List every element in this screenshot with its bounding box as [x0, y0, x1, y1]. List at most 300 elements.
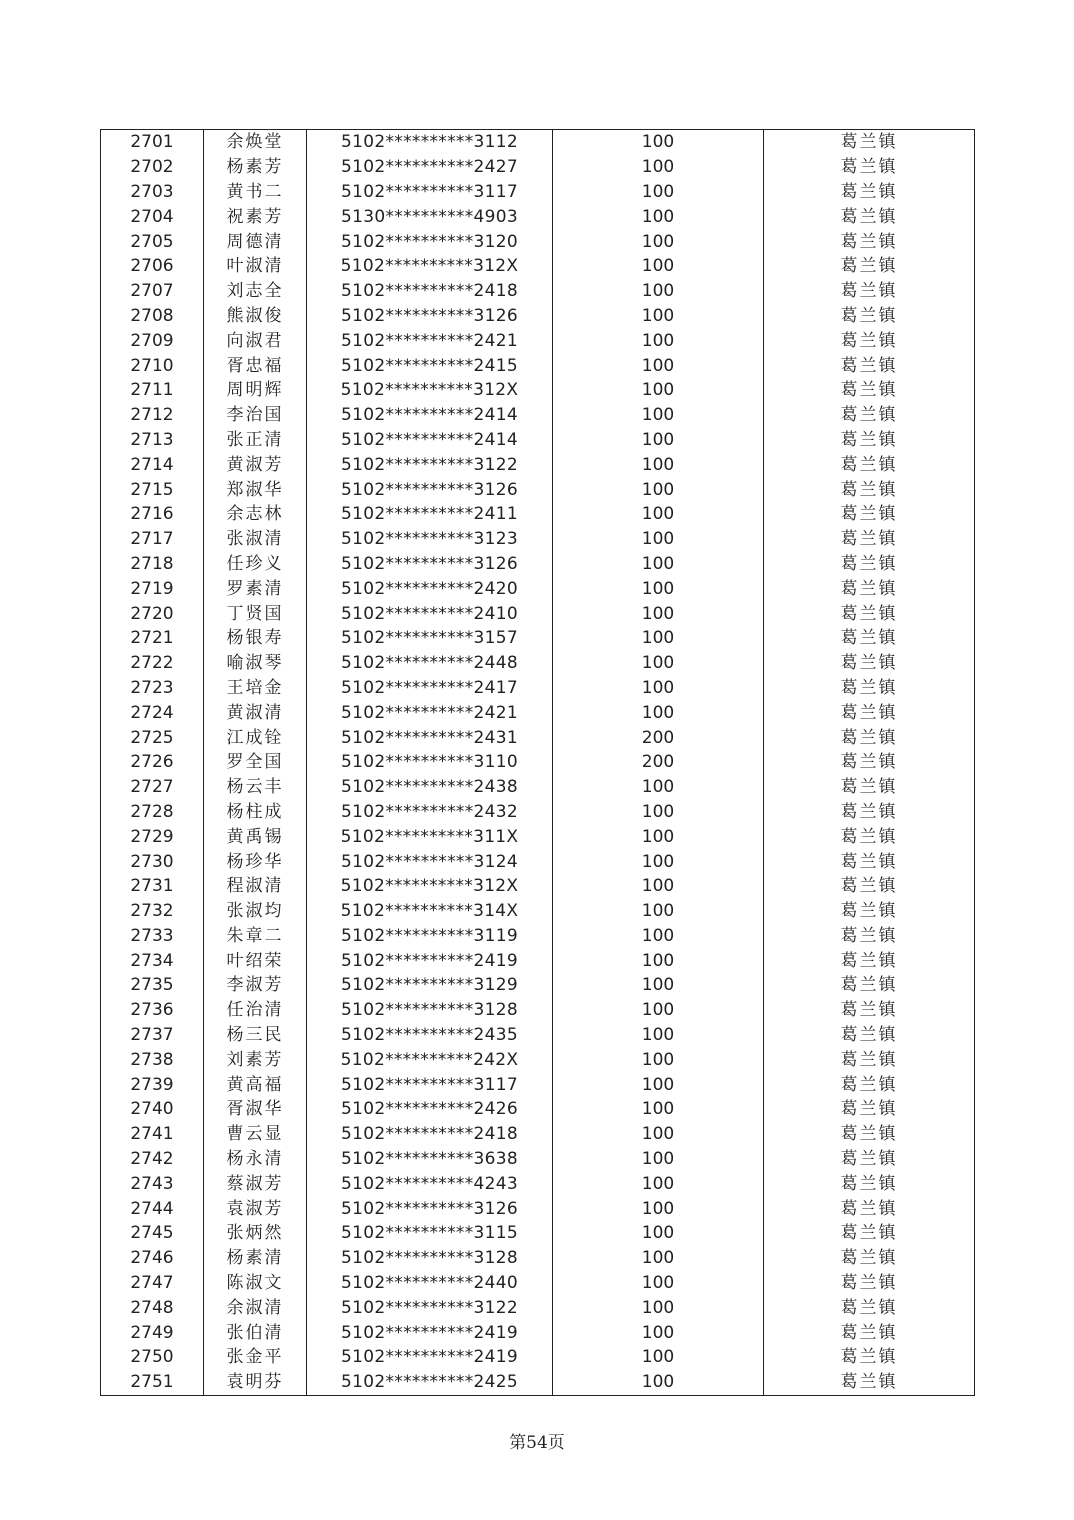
amount-cell: 100 [553, 403, 764, 428]
id-number-cell: 5102**********3126 [307, 477, 553, 502]
row-number-cell: 2733 [101, 924, 204, 949]
table-row [101, 824, 975, 849]
row-number-cell: 2706 [101, 254, 204, 279]
town-cell: 葛兰镇 [764, 552, 975, 577]
row-number-cell: 2729 [101, 824, 204, 849]
table-row [101, 1171, 975, 1196]
name-cell: 郑淑华 [204, 477, 307, 502]
amount-cell: 100 [553, 824, 764, 849]
name-cell: 张炳然 [204, 1221, 307, 1246]
table-row [101, 1295, 975, 1320]
row-number-cell: 2728 [101, 800, 204, 825]
id-number-cell: 5102**********2420 [307, 576, 553, 601]
page-number: 第54页 [509, 1433, 565, 1453]
id-number-cell: 5102**********2411 [307, 502, 553, 527]
town-cell: 葛兰镇 [764, 180, 975, 205]
id-number-cell: 5102**********3638 [307, 1147, 553, 1172]
amount-cell: 100 [553, 1047, 764, 1072]
row-number-cell: 2713 [101, 428, 204, 453]
table-row [101, 924, 975, 949]
name-cell: 袁明芬 [204, 1370, 307, 1395]
id-number-cell: 5102**********2421 [307, 700, 553, 725]
id-number-cell: 5102**********2418 [307, 279, 553, 304]
table-row [101, 1320, 975, 1345]
row-number-cell: 2707 [101, 279, 204, 304]
id-number-cell: 5102**********2421 [307, 328, 553, 353]
town-cell: 葛兰镇 [764, 1295, 975, 1320]
id-number-cell: 5102**********3122 [307, 452, 553, 477]
amount-cell: 100 [553, 254, 764, 279]
amount-cell: 100 [553, 552, 764, 577]
table-row [101, 874, 975, 899]
row-number-cell: 2736 [101, 998, 204, 1023]
name-cell: 胥忠福 [204, 353, 307, 378]
id-number-cell: 5102**********312X [307, 378, 553, 403]
table-row [101, 676, 975, 701]
amount-cell: 100 [553, 1221, 764, 1246]
row-number-cell: 2712 [101, 403, 204, 428]
amount-cell: 100 [553, 353, 764, 378]
amount-cell: 100 [553, 1023, 764, 1048]
table-row [101, 973, 975, 998]
town-cell: 葛兰镇 [764, 998, 975, 1023]
amount-cell: 100 [553, 1295, 764, 1320]
table-row [101, 626, 975, 651]
town-cell: 葛兰镇 [764, 1023, 975, 1048]
name-cell: 黄禹锡 [204, 824, 307, 849]
town-cell: 葛兰镇 [764, 155, 975, 180]
row-number-cell: 2718 [101, 552, 204, 577]
name-cell: 刘素芳 [204, 1047, 307, 1072]
amount-cell: 100 [553, 452, 764, 477]
row-number-cell: 2726 [101, 750, 204, 775]
id-number-cell: 5102**********3126 [307, 1196, 553, 1221]
town-cell: 葛兰镇 [764, 204, 975, 229]
table-row [101, 229, 975, 254]
name-cell: 丁贤国 [204, 601, 307, 626]
id-number-cell: 5102**********2438 [307, 775, 553, 800]
table-row [101, 1196, 975, 1221]
name-cell: 张淑清 [204, 527, 307, 552]
table-row [101, 948, 975, 973]
name-cell: 喻淑琴 [204, 651, 307, 676]
amount-cell: 100 [553, 1196, 764, 1221]
name-cell: 罗素清 [204, 576, 307, 601]
name-cell: 袁淑芳 [204, 1196, 307, 1221]
id-number-cell: 5102**********314X [307, 899, 553, 924]
id-number-cell: 5102**********2414 [307, 403, 553, 428]
town-cell: 葛兰镇 [764, 1271, 975, 1296]
row-number-cell: 2738 [101, 1047, 204, 1072]
amount-cell: 100 [553, 527, 764, 552]
id-number-cell: 5102**********312X [307, 254, 553, 279]
town-cell: 葛兰镇 [764, 130, 975, 155]
amount-cell: 100 [553, 1271, 764, 1296]
name-cell: 蔡淑芳 [204, 1171, 307, 1196]
table-row [101, 1370, 975, 1395]
amount-cell: 100 [553, 130, 764, 155]
table-row [101, 576, 975, 601]
table-row [101, 428, 975, 453]
town-cell: 葛兰镇 [764, 477, 975, 502]
row-number-cell: 2705 [101, 229, 204, 254]
amount-cell: 100 [553, 700, 764, 725]
name-cell: 杨柱成 [204, 800, 307, 825]
table-row [101, 1271, 975, 1296]
table-row [101, 1221, 975, 1246]
town-cell: 葛兰镇 [764, 948, 975, 973]
town-cell: 葛兰镇 [764, 1246, 975, 1271]
amount-cell: 100 [553, 800, 764, 825]
name-cell: 任治清 [204, 998, 307, 1023]
town-cell: 葛兰镇 [764, 527, 975, 552]
id-number-cell: 5102**********3128 [307, 998, 553, 1023]
name-cell: 余焕堂 [204, 130, 307, 155]
name-cell: 周德清 [204, 229, 307, 254]
name-cell: 罗全国 [204, 750, 307, 775]
table-row [101, 477, 975, 502]
row-number-cell: 2742 [101, 1147, 204, 1172]
id-number-cell: 5102**********2419 [307, 1320, 553, 1345]
table-row [101, 1147, 975, 1172]
row-number-cell: 2722 [101, 651, 204, 676]
table-row [101, 378, 975, 403]
row-number-cell: 2723 [101, 676, 204, 701]
town-cell: 葛兰镇 [764, 800, 975, 825]
amount-cell: 100 [553, 1370, 764, 1395]
amount-cell: 100 [553, 874, 764, 899]
amount-cell: 100 [553, 204, 764, 229]
amount-cell: 100 [553, 924, 764, 949]
town-cell: 葛兰镇 [764, 1122, 975, 1147]
amount-cell: 100 [553, 155, 764, 180]
town-cell: 葛兰镇 [764, 576, 975, 601]
amount-cell: 100 [553, 899, 764, 924]
row-number-cell: 2724 [101, 700, 204, 725]
amount-cell: 100 [553, 1320, 764, 1345]
id-number-cell: 5102**********3157 [307, 626, 553, 651]
table-row [101, 204, 975, 229]
name-cell: 杨素芳 [204, 155, 307, 180]
table-row [101, 328, 975, 353]
amount-cell: 100 [553, 676, 764, 701]
roster-table-body [101, 130, 975, 1396]
table-row [101, 1097, 975, 1122]
row-number-cell: 2745 [101, 1221, 204, 1246]
name-cell: 江成铨 [204, 725, 307, 750]
town-cell: 葛兰镇 [764, 973, 975, 998]
name-cell: 黄书二 [204, 180, 307, 205]
row-number-cell: 2708 [101, 304, 204, 329]
name-cell: 黄淑清 [204, 700, 307, 725]
town-cell: 葛兰镇 [764, 626, 975, 651]
amount-cell: 100 [553, 180, 764, 205]
amount-cell: 100 [553, 626, 764, 651]
amount-cell: 200 [553, 750, 764, 775]
name-cell: 杨素清 [204, 1246, 307, 1271]
amount-cell: 100 [553, 1072, 764, 1097]
name-cell: 李治国 [204, 403, 307, 428]
name-cell: 胥淑华 [204, 1097, 307, 1122]
name-cell: 张淑均 [204, 899, 307, 924]
row-number-cell: 2716 [101, 502, 204, 527]
row-number-cell: 2721 [101, 626, 204, 651]
amount-cell: 100 [553, 998, 764, 1023]
id-number-cell: 5102**********3128 [307, 1246, 553, 1271]
row-number-cell: 2737 [101, 1023, 204, 1048]
table-row [101, 130, 975, 155]
table-row [101, 1047, 975, 1072]
id-number-cell: 5102**********2418 [307, 1122, 553, 1147]
row-number-cell: 2704 [101, 204, 204, 229]
name-cell: 刘志全 [204, 279, 307, 304]
town-cell: 葛兰镇 [764, 824, 975, 849]
row-number-cell: 2719 [101, 576, 204, 601]
town-cell: 葛兰镇 [764, 601, 975, 626]
town-cell: 葛兰镇 [764, 403, 975, 428]
amount-cell: 100 [553, 502, 764, 527]
table-row [101, 452, 975, 477]
table-row [101, 552, 975, 577]
row-number-cell: 2730 [101, 849, 204, 874]
row-number-cell: 2715 [101, 477, 204, 502]
row-number-cell: 2701 [101, 130, 204, 155]
id-number-cell: 5102**********242X [307, 1047, 553, 1072]
id-number-cell: 5102**********2440 [307, 1271, 553, 1296]
town-cell: 葛兰镇 [764, 353, 975, 378]
id-number-cell: 5102**********3117 [307, 1072, 553, 1097]
table-row [101, 1072, 975, 1097]
amount-cell: 100 [553, 651, 764, 676]
name-cell: 张伯清 [204, 1320, 307, 1345]
name-cell: 向淑君 [204, 328, 307, 353]
row-number-cell: 2709 [101, 328, 204, 353]
amount-cell: 100 [553, 1097, 764, 1122]
amount-cell: 100 [553, 328, 764, 353]
amount-cell: 100 [553, 378, 764, 403]
town-cell: 葛兰镇 [764, 676, 975, 701]
amount-cell: 200 [553, 725, 764, 750]
table-row [101, 1122, 975, 1147]
table-row [101, 353, 975, 378]
name-cell: 曹云显 [204, 1122, 307, 1147]
town-cell: 葛兰镇 [764, 254, 975, 279]
name-cell: 余志林 [204, 502, 307, 527]
amount-cell: 100 [553, 477, 764, 502]
id-number-cell: 5102**********3117 [307, 180, 553, 205]
id-number-cell: 5102**********2414 [307, 428, 553, 453]
id-number-cell: 5102**********3115 [307, 1221, 553, 1246]
amount-cell: 100 [553, 279, 764, 304]
table-row [101, 1023, 975, 1048]
row-number-cell: 2746 [101, 1246, 204, 1271]
name-cell: 朱章二 [204, 924, 307, 949]
id-number-cell: 5102**********3112 [307, 130, 553, 155]
town-cell: 葛兰镇 [764, 924, 975, 949]
row-number-cell: 2717 [101, 527, 204, 552]
name-cell: 熊淑俊 [204, 304, 307, 329]
row-number-cell: 2732 [101, 899, 204, 924]
town-cell: 葛兰镇 [764, 328, 975, 353]
row-number-cell: 2710 [101, 353, 204, 378]
row-number-cell: 2714 [101, 452, 204, 477]
table-row [101, 155, 975, 180]
id-number-cell: 5130**********4903 [307, 204, 553, 229]
roster-table [100, 129, 975, 1396]
name-cell: 张正清 [204, 428, 307, 453]
table-row [101, 279, 975, 304]
table-row [101, 725, 975, 750]
town-cell: 葛兰镇 [764, 452, 975, 477]
town-cell: 葛兰镇 [764, 304, 975, 329]
table-row [101, 800, 975, 825]
amount-cell: 100 [553, 849, 764, 874]
table-row [101, 899, 975, 924]
table-row [101, 502, 975, 527]
town-cell: 葛兰镇 [764, 1097, 975, 1122]
amount-cell: 100 [553, 1171, 764, 1196]
id-number-cell: 5102**********3120 [307, 229, 553, 254]
town-cell: 葛兰镇 [764, 775, 975, 800]
table-row [101, 1246, 975, 1271]
id-number-cell: 5102**********2419 [307, 948, 553, 973]
row-number-cell: 2747 [101, 1271, 204, 1296]
town-cell: 葛兰镇 [764, 725, 975, 750]
name-cell: 王培金 [204, 676, 307, 701]
id-number-cell: 5102**********2427 [307, 155, 553, 180]
name-cell: 陈淑文 [204, 1271, 307, 1296]
town-cell: 葛兰镇 [764, 1320, 975, 1345]
row-number-cell: 2748 [101, 1295, 204, 1320]
amount-cell: 100 [553, 304, 764, 329]
row-number-cell: 2734 [101, 948, 204, 973]
row-number-cell: 2739 [101, 1072, 204, 1097]
town-cell: 葛兰镇 [764, 874, 975, 899]
name-cell: 黄高福 [204, 1072, 307, 1097]
name-cell: 叶淑清 [204, 254, 307, 279]
town-cell: 葛兰镇 [764, 279, 975, 304]
row-number-cell: 2720 [101, 601, 204, 626]
name-cell: 杨三民 [204, 1023, 307, 1048]
row-number-cell: 2735 [101, 973, 204, 998]
id-number-cell: 5102**********4243 [307, 1171, 553, 1196]
table-row [101, 304, 975, 329]
town-cell: 葛兰镇 [764, 428, 975, 453]
table-row [101, 750, 975, 775]
town-cell: 葛兰镇 [764, 700, 975, 725]
name-cell: 祝素芳 [204, 204, 307, 229]
amount-cell: 100 [553, 576, 764, 601]
amount-cell: 100 [553, 1345, 764, 1370]
name-cell: 杨银寿 [204, 626, 307, 651]
name-cell: 杨云丰 [204, 775, 307, 800]
row-number-cell: 2744 [101, 1196, 204, 1221]
name-cell: 杨永清 [204, 1147, 307, 1172]
row-number-cell: 2727 [101, 775, 204, 800]
id-number-cell: 5102**********3129 [307, 973, 553, 998]
town-cell: 葛兰镇 [764, 750, 975, 775]
id-number-cell: 5102**********2425 [307, 1370, 553, 1395]
row-number-cell: 2731 [101, 874, 204, 899]
row-number-cell: 2703 [101, 180, 204, 205]
id-number-cell: 5102**********3126 [307, 552, 553, 577]
row-number-cell: 2750 [101, 1345, 204, 1370]
table-row [101, 1345, 975, 1370]
id-number-cell: 5102**********2419 [307, 1345, 553, 1370]
id-number-cell: 5102**********3122 [307, 1295, 553, 1320]
id-number-cell: 5102**********2448 [307, 651, 553, 676]
amount-cell: 100 [553, 973, 764, 998]
id-number-cell: 5102**********312X [307, 874, 553, 899]
amount-cell: 100 [553, 428, 764, 453]
name-cell: 周明辉 [204, 378, 307, 403]
row-number-cell: 2725 [101, 725, 204, 750]
id-number-cell: 5102**********2426 [307, 1097, 553, 1122]
row-number-cell: 2741 [101, 1122, 204, 1147]
row-number-cell: 2711 [101, 378, 204, 403]
name-cell: 余淑清 [204, 1295, 307, 1320]
town-cell: 葛兰镇 [764, 849, 975, 874]
row-number-cell: 2751 [101, 1370, 204, 1395]
table-row [101, 180, 975, 205]
row-number-cell: 2743 [101, 1171, 204, 1196]
id-number-cell: 5102**********2415 [307, 353, 553, 378]
table-row [101, 998, 975, 1023]
table-row [101, 403, 975, 428]
table-row [101, 775, 975, 800]
name-cell: 张金平 [204, 1345, 307, 1370]
row-number-cell: 2702 [101, 155, 204, 180]
amount-cell: 100 [553, 1122, 764, 1147]
id-number-cell: 5102**********2431 [307, 725, 553, 750]
amount-cell: 100 [553, 1147, 764, 1172]
id-number-cell: 5102**********2410 [307, 601, 553, 626]
name-cell: 李淑芳 [204, 973, 307, 998]
name-cell: 杨珍华 [204, 849, 307, 874]
town-cell: 葛兰镇 [764, 502, 975, 527]
amount-cell: 100 [553, 1246, 764, 1271]
name-cell: 任珍义 [204, 552, 307, 577]
town-cell: 葛兰镇 [764, 1072, 975, 1097]
town-cell: 葛兰镇 [764, 1196, 975, 1221]
id-number-cell: 5102**********3124 [307, 849, 553, 874]
town-cell: 葛兰镇 [764, 1345, 975, 1370]
row-number-cell: 2740 [101, 1097, 204, 1122]
amount-cell: 100 [553, 601, 764, 626]
name-cell: 黄淑芳 [204, 452, 307, 477]
id-number-cell: 5102**********3123 [307, 527, 553, 552]
town-cell: 葛兰镇 [764, 1147, 975, 1172]
id-number-cell: 5102**********2432 [307, 800, 553, 825]
id-number-cell: 5102**********3126 [307, 304, 553, 329]
town-cell: 葛兰镇 [764, 378, 975, 403]
amount-cell: 100 [553, 948, 764, 973]
amount-cell: 100 [553, 229, 764, 254]
id-number-cell: 5102**********2435 [307, 1023, 553, 1048]
amount-cell: 100 [553, 775, 764, 800]
town-cell: 葛兰镇 [764, 1171, 975, 1196]
name-cell: 程淑清 [204, 874, 307, 899]
id-number-cell: 5102**********3119 [307, 924, 553, 949]
town-cell: 葛兰镇 [764, 1047, 975, 1072]
table-row [101, 254, 975, 279]
table-row [101, 601, 975, 626]
name-cell: 叶绍荣 [204, 948, 307, 973]
town-cell: 葛兰镇 [764, 1221, 975, 1246]
table-row [101, 651, 975, 676]
town-cell: 葛兰镇 [764, 899, 975, 924]
town-cell: 葛兰镇 [764, 651, 975, 676]
